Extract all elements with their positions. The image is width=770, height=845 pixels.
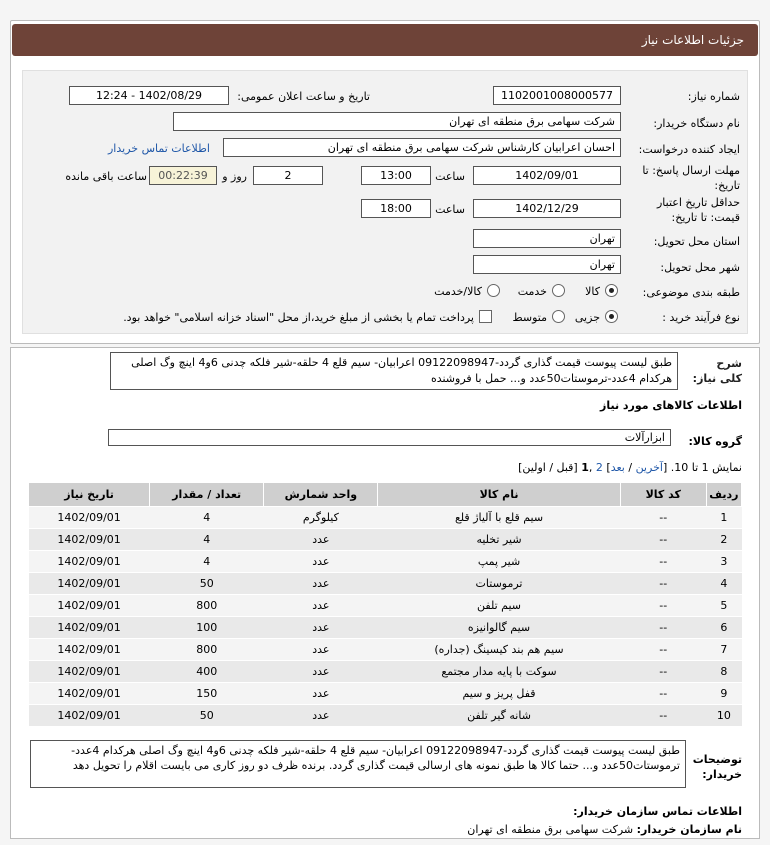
cell-code: -- — [620, 507, 706, 529]
cell-n: 6 — [706, 617, 741, 639]
goods-section-title: اطلاعات کالاهای مورد نیاز — [600, 399, 742, 412]
cell-unit: عدد — [264, 661, 378, 683]
cell-qty: 50 — [150, 705, 264, 727]
pagination-next-link[interactable]: بعد — [610, 461, 625, 474]
contact-title: اطلاعات تماس سازمان خریدار: — [573, 805, 742, 818]
deadline-label: مهلت ارسال پاسخ: تا تاریخ: — [642, 164, 740, 192]
cell-unit: کیلوگرم — [264, 507, 378, 529]
cell-code: -- — [620, 573, 706, 595]
cell-n: 2 — [706, 529, 741, 551]
cell-name: سیم تلفن — [378, 595, 620, 617]
category-goods-radio[interactable] — [605, 283, 618, 297]
cell-n: 8 — [706, 661, 741, 683]
cell-code: -- — [620, 595, 706, 617]
days-field: 2 — [253, 166, 323, 185]
cell-unit: عدد — [264, 617, 378, 639]
col-row-no: ردیف — [706, 483, 741, 507]
cell-n: 5 — [706, 595, 741, 617]
cell-date: 1402/09/01 — [29, 573, 150, 595]
validity-date-field: 1402/12/29 — [473, 199, 621, 218]
cell-date: 1402/09/01 — [29, 529, 150, 551]
table-row — [29, 617, 742, 639]
buyer-notes-label: توضیحات خریدار: — [692, 753, 742, 781]
cell-name: ترموستات — [378, 573, 620, 595]
cell-date: 1402/09/01 — [29, 617, 150, 639]
cell-n: 1 — [706, 507, 741, 529]
table-row — [29, 683, 742, 705]
pagination-summary: نمایش 1 تا 10. — [670, 461, 742, 474]
cell-qty: 4 — [150, 507, 264, 529]
cell-name: قفل پریز و سیم — [378, 683, 620, 705]
deadline-time-field: 13:00 — [361, 166, 431, 185]
cell-unit: عدد — [264, 683, 378, 705]
cell-code: -- — [620, 529, 706, 551]
cell-date: 1402/09/01 — [29, 661, 150, 683]
treasury-payment-note: پرداخت تمام یا بخشی از مبلغ خرید،از محل "اسناد خزانه اسلامی" خواهد بود. — [123, 311, 474, 324]
pagination — [518, 461, 742, 474]
cell-qty: 400 — [150, 661, 264, 683]
summary-text: طبق لیست پیوست قیمت گذاری گردد-09122098947 اعرابیان- سیم قلع 4 حلقه-شیر فلکه چدنی 6و4 اینچ وگ اصلی هرکدام 4عدد-ترموستات50عدد و... حمل با فروشنده — [110, 352, 678, 390]
cell-date: 1402/09/01 — [29, 639, 150, 661]
cell-name: شیر پمپ — [378, 551, 620, 573]
table-row — [29, 551, 742, 573]
city-field: تهران — [473, 255, 621, 274]
need-number-field: 1102001008000577 — [493, 86, 621, 105]
table-row — [29, 661, 742, 683]
deadline-date-field: 1402/09/01 — [473, 166, 621, 185]
category-goods-label: کالا — [585, 285, 600, 298]
table-row — [29, 639, 742, 661]
table-row — [29, 529, 742, 551]
cell-date: 1402/09/01 — [29, 683, 150, 705]
city-label: شهر محل تحویل: — [660, 261, 740, 274]
province-field: تهران — [473, 229, 621, 248]
process-partial-label: جزیی — [574, 311, 600, 324]
category-service-label: خدمت — [517, 285, 547, 298]
creator-field: احسان اعرابیان کارشناس شرکت سهامی برق منطقه ای تهران — [223, 138, 621, 157]
process-medium-label: متوسط — [512, 311, 547, 324]
cell-qty: 150 — [150, 683, 264, 705]
validity-time-label: ساعت — [435, 203, 465, 216]
cell-unit: عدد — [264, 551, 378, 573]
col-date: تاریخ نیاز — [29, 483, 150, 507]
cell-unit: عدد — [264, 639, 378, 661]
cell-n: 10 — [706, 705, 741, 727]
pagination-separator: / — [628, 461, 633, 474]
cell-code: -- — [620, 617, 706, 639]
col-code: کد کالا — [620, 483, 706, 507]
cell-date: 1402/09/01 — [29, 551, 150, 573]
cell-code: -- — [620, 661, 706, 683]
cell-name: شانه گیر تلفن — [378, 705, 620, 727]
validity-time-field: 18:00 — [361, 199, 431, 218]
cell-qty: 800 — [150, 639, 264, 661]
pagination-page-2[interactable]: 2 — [595, 461, 603, 474]
pagination-open-bracket: [ — [662, 461, 668, 474]
cell-date: 1402/09/01 — [29, 705, 150, 727]
announce-label: تاریخ و ساعت اعلان عمومی: — [237, 90, 370, 103]
process-label: نوع فرآیند خرید : — [662, 311, 740, 324]
contact-buyer-link[interactable]: اطلاعات تماس خریدار — [108, 142, 210, 155]
category-both-label: کالا/خدمت — [434, 285, 482, 298]
col-qty: تعداد / مقدار — [150, 483, 264, 507]
category-service-radio[interactable] — [552, 283, 565, 297]
cell-qty: 800 — [150, 595, 264, 617]
cell-date: 1402/09/01 — [29, 507, 150, 529]
cell-unit: عدد — [264, 573, 378, 595]
days-label: روز و — [222, 170, 247, 183]
creator-label: ایجاد کننده درخواست: — [638, 143, 740, 156]
cell-name: سیم گالوانیزه — [378, 617, 620, 639]
cell-unit: عدد — [264, 595, 378, 617]
col-name: نام کالا — [378, 483, 620, 507]
summary-label: شرح کلی نیاز: — [692, 357, 742, 385]
cell-code: -- — [620, 551, 706, 573]
cell-code: -- — [620, 705, 706, 727]
cell-date: 1402/09/01 — [29, 595, 150, 617]
goods-table-header — [29, 483, 742, 507]
page-title: جزئیات اطلاعات نیاز — [641, 33, 744, 47]
remaining-time-label: ساعت باقی مانده — [65, 170, 147, 183]
contact-org — [467, 823, 742, 836]
table-row — [29, 705, 742, 727]
deadline-time-label: ساعت — [435, 170, 465, 183]
table-row — [29, 573, 742, 595]
buyer-label: نام دستگاه خریدار: — [653, 117, 740, 130]
buyer-notes-text: طبق لیست پیوست قیمت گذاری گردد-09122098947 اعرابیان- سیم قلع 4 حلقه-شیر فلکه چدنی 6و4 اینچ وگ اصلی هرکدام 4عدد-ترموستات50عدد و... حتما کالا ها طبق نمونه های ارسالی قیمت گذاری گردد. برنده ظرف دو روز کاری می بایست اقلام را تحویل دهد — [30, 740, 686, 788]
cell-qty: 100 — [150, 617, 264, 639]
need-number-label: شماره نیاز: — [687, 90, 740, 103]
cell-qty: 4 — [150, 529, 264, 551]
cell-name: سوکت با پایه مدار مجتمع — [378, 661, 620, 683]
cell-n: 3 — [706, 551, 741, 573]
cell-code: -- — [620, 639, 706, 661]
pagination-comma: , — [588, 461, 593, 474]
goods-table — [28, 482, 742, 727]
goods-group-label: گروه کالا: — [688, 435, 742, 448]
cell-name: سیم هم بند کیسینگ (جداره) — [378, 639, 620, 661]
announce-field: 1402/08/29 - 12:24 — [69, 86, 229, 105]
cell-name: سیم قلع با آلیاژ قلع — [378, 507, 620, 529]
pagination-page-1: 1 — [581, 461, 589, 474]
validity-label: حداقل تاریخ اعتبار قیمت: تا تاریخ: — [656, 196, 740, 224]
table-row — [29, 507, 742, 529]
cell-n: 9 — [706, 683, 741, 705]
contact-org-label: نام سازمان خریدار: — [636, 823, 742, 836]
process-medium-radio[interactable] — [552, 309, 565, 323]
category-both-radio[interactable] — [487, 283, 500, 297]
buyer-field: شرکت سهامی برق منطقه ای تهران — [173, 112, 621, 131]
province-label: استان محل تحویل: — [653, 235, 740, 248]
cell-qty: 4 — [150, 551, 264, 573]
pagination-prev-first: [قبل / اولین] — [518, 461, 578, 474]
cell-unit: عدد — [264, 705, 378, 727]
treasury-payment-checkbox[interactable] — [479, 309, 492, 323]
cell-code: -- — [620, 683, 706, 705]
goods-group-field: ابزارآلات — [108, 429, 671, 446]
cell-n: 4 — [706, 573, 741, 595]
pagination-close-bracket: ] — [606, 461, 611, 474]
cell-qty: 50 — [150, 573, 264, 595]
cell-name: شیر تخلیه — [378, 529, 620, 551]
col-unit: واحد شمارش — [264, 483, 378, 507]
cell-unit: عدد — [264, 529, 378, 551]
page-titlebar — [12, 24, 758, 56]
pagination-last-link[interactable]: آخرین — [635, 461, 663, 474]
process-partial-radio[interactable] — [605, 309, 618, 323]
contact-org-value: شرکت سهامی برق منطقه ای تهران — [467, 823, 634, 836]
table-row — [29, 595, 742, 617]
remaining-time-field: 00:22:39 — [149, 166, 217, 185]
cell-n: 7 — [706, 639, 741, 661]
category-label: طبقه بندی موضوعی: — [642, 286, 740, 299]
